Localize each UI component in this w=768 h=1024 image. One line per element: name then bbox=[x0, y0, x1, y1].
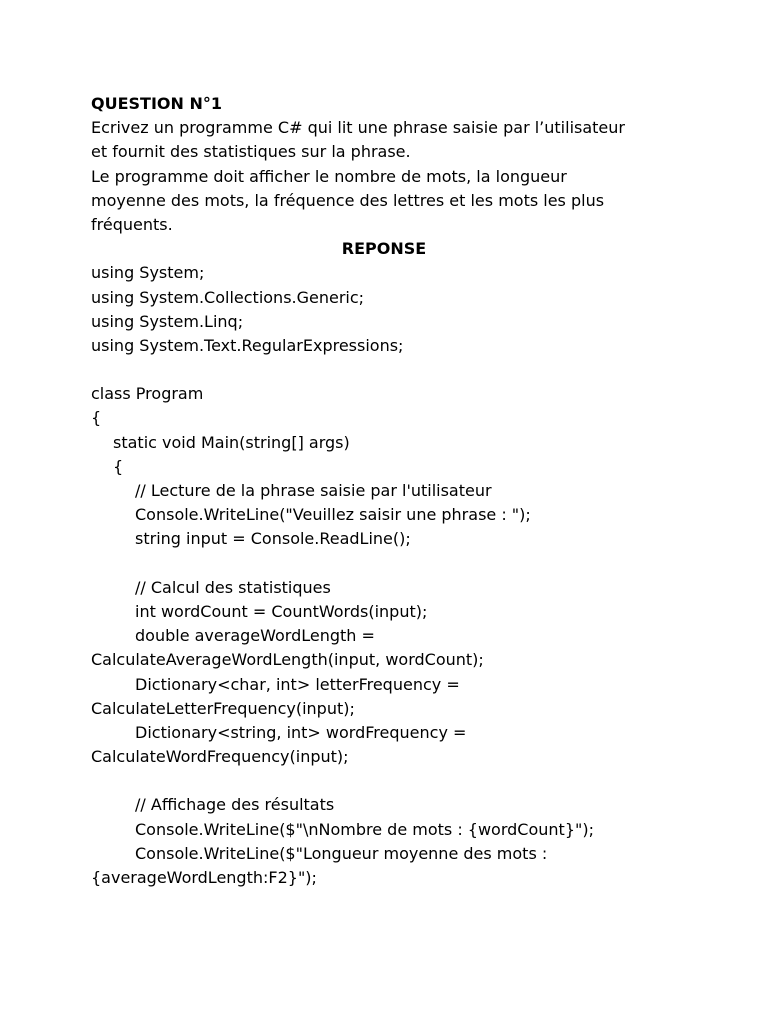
answer-title: REPONSE bbox=[341, 239, 427, 259]
code-line: Console.WriteLine($"Longueur moyenne des mots : bbox=[135, 843, 548, 863]
code-line: using System.Linq; bbox=[91, 311, 244, 331]
code-line: CalculateWordFrequency(input); bbox=[91, 747, 349, 767]
code-line: { bbox=[113, 456, 124, 476]
code-line: Console.WriteLine("Veuillez saisir une phrase : "); bbox=[135, 505, 531, 525]
question-text-line: Ecrivez un programme C# qui lit une phrase saisie par l’utilisateur bbox=[91, 118, 625, 138]
code-line: { bbox=[91, 408, 102, 428]
code-line: class Program bbox=[91, 384, 204, 404]
question-text-line: et fournit des statistiques sur la phrase. bbox=[91, 142, 411, 162]
code-line: CalculateLetterFrequency(input); bbox=[91, 698, 355, 718]
code-line: CalculateAverageWordLength(input, wordCount); bbox=[91, 650, 484, 670]
question-text-line: Le programme doit afficher le nombre de mots, la longueur bbox=[91, 166, 567, 186]
code-line: string input = Console.ReadLine(); bbox=[135, 529, 411, 549]
code-line: int wordCount = CountWords(input); bbox=[135, 601, 428, 621]
code-line: using System.Text.RegularExpressions; bbox=[91, 335, 404, 355]
question-title: QUESTION N°1 bbox=[91, 94, 222, 113]
code-comment-line: // Affichage des résultats bbox=[135, 795, 335, 815]
code-line: using System.Collections.Generic; bbox=[91, 287, 365, 307]
question-text-line: fréquents. bbox=[91, 214, 173, 234]
code-comment-line: // Calcul des statistiques bbox=[135, 577, 331, 597]
code-line: Console.WriteLine($"\nNombre de mots : {wordCount}"); bbox=[135, 819, 594, 839]
code-line: double averageWordLength = bbox=[135, 626, 375, 646]
document-content bbox=[91, 92, 691, 890]
code-line: using System; bbox=[91, 263, 205, 283]
code-blank-line bbox=[91, 552, 691, 576]
code-blank-line bbox=[91, 769, 691, 793]
code-line: static void Main(string[] args) bbox=[113, 432, 350, 452]
question-text-line: moyenne des mots, la fréquence des lettres et les mots les plus bbox=[91, 190, 605, 210]
code-line: {averageWordLength:F2}"); bbox=[91, 868, 317, 887]
code-line: Dictionary<string, int> wordFrequency = bbox=[135, 722, 467, 742]
code-line: Dictionary<char, int> letterFrequency = bbox=[135, 674, 460, 694]
code-blank-line bbox=[91, 358, 691, 382]
code-comment-line: // Lecture de la phrase saisie par l'utilisateur bbox=[135, 481, 492, 500]
